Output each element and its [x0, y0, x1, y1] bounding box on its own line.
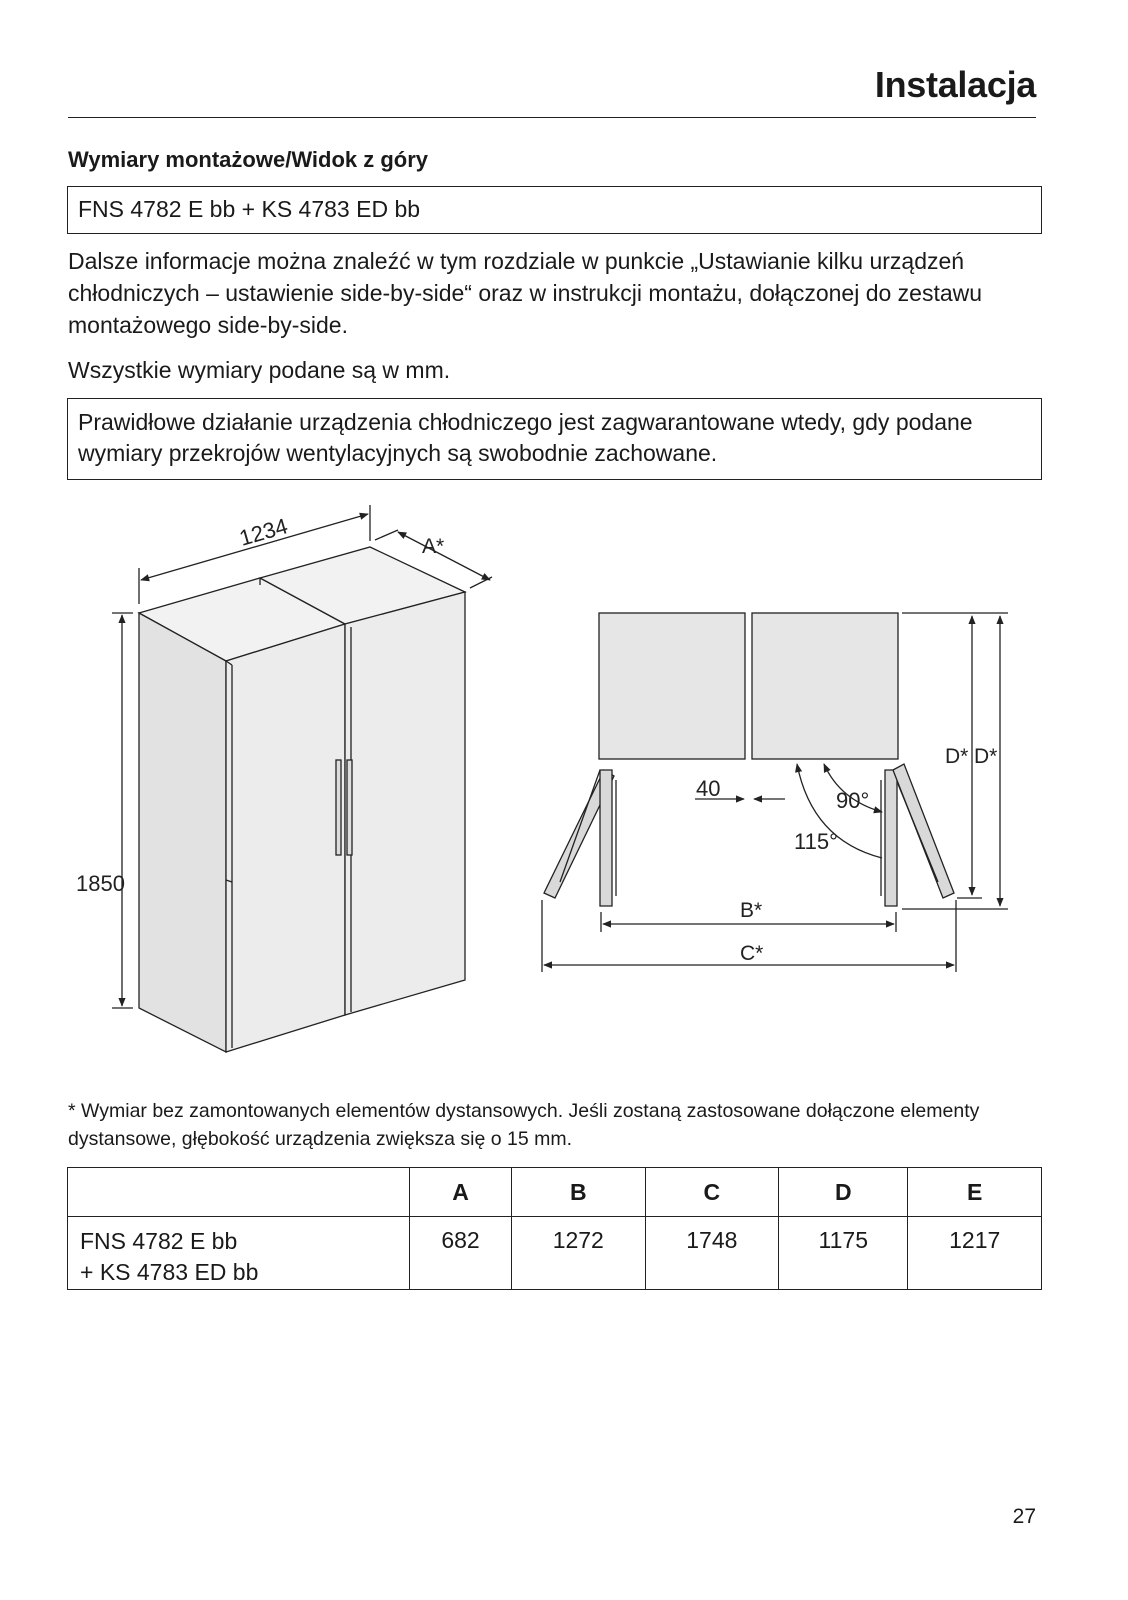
- page-number: 27: [1012, 1505, 1036, 1528]
- width-dimension-label: 1234: [236, 513, 291, 551]
- table-header-cell: D: [779, 1168, 908, 1217]
- table-header-cell: E: [908, 1168, 1042, 1217]
- d-dimension-label: D*: [945, 745, 969, 768]
- angle-115-label: 115°: [794, 829, 838, 854]
- info-paragraph: Dalsze informacje można znaleźć w tym rozdziale w punkcie „Ustawianie kilku urządzeń chłodniczych – ustawienie side-by-side“ oraz w instrukcji montażu, dołączonej do zestawu montażowego side-by-side.: [68, 248, 983, 338]
- header-divider: [68, 117, 1036, 118]
- depth-dimension-label: A*: [422, 535, 445, 558]
- table-header-cell: B: [512, 1168, 646, 1217]
- angle-90-label: 90°: [836, 788, 870, 813]
- table-header-row: [68, 1168, 1042, 1217]
- model-line-2: + KS 4783 ED bb: [80, 1259, 259, 1285]
- table-value-cell: 682: [410, 1217, 512, 1290]
- c-dimension-label: C*: [740, 942, 764, 965]
- e-dimension-label: D*: [974, 745, 998, 768]
- height-dimension-label: 1850: [76, 871, 125, 896]
- table-row: [68, 1217, 1042, 1290]
- model-line-1: FNS 4782 E bb: [80, 1228, 238, 1254]
- model-box: FNS 4782 E bb + KS 4783 ED bb: [67, 186, 1042, 234]
- gap-dimension-label: 40: [696, 776, 721, 801]
- units-paragraph: Wszystkie wymiary podane są w mm.: [68, 357, 451, 383]
- table-value-cell: 1217: [908, 1217, 1042, 1290]
- installation-dimensions-diagram: [0, 490, 1128, 1080]
- dimensions-table: [67, 1167, 1042, 1290]
- table-model-cell: [68, 1217, 410, 1290]
- appliance-top-view: [542, 613, 1008, 972]
- section-title: Wymiary montażowe/Widok z góry: [68, 147, 429, 172]
- ventilation-notice-box: Prawidłowe działanie urządzenia chłodniczego jest zagwarantowane wtedy, gdy podane wymiary przekrojów wentylacyjnych są swobodnie zachowane.: [67, 398, 1042, 480]
- table-value-cell: 1175: [779, 1217, 908, 1290]
- table-value-cell: 1748: [645, 1217, 779, 1290]
- b-dimension-label: B*: [740, 899, 763, 922]
- footnote: * Wymiar bez zamontowanych elementów dystansowych. Jeśli zostaną zastosowane dołączone elementy dystansowe, głębokość urządzenia zwiększa się o 15 mm.: [68, 1100, 980, 1150]
- table-header-cell: [68, 1168, 410, 1217]
- table-header-cell: C: [645, 1168, 779, 1217]
- page-header-title: Instalacja: [874, 64, 1036, 105]
- table-header-cell: A: [410, 1168, 512, 1217]
- table-value-cell: 1272: [512, 1217, 646, 1290]
- appliance-perspective-view: [112, 505, 492, 1052]
